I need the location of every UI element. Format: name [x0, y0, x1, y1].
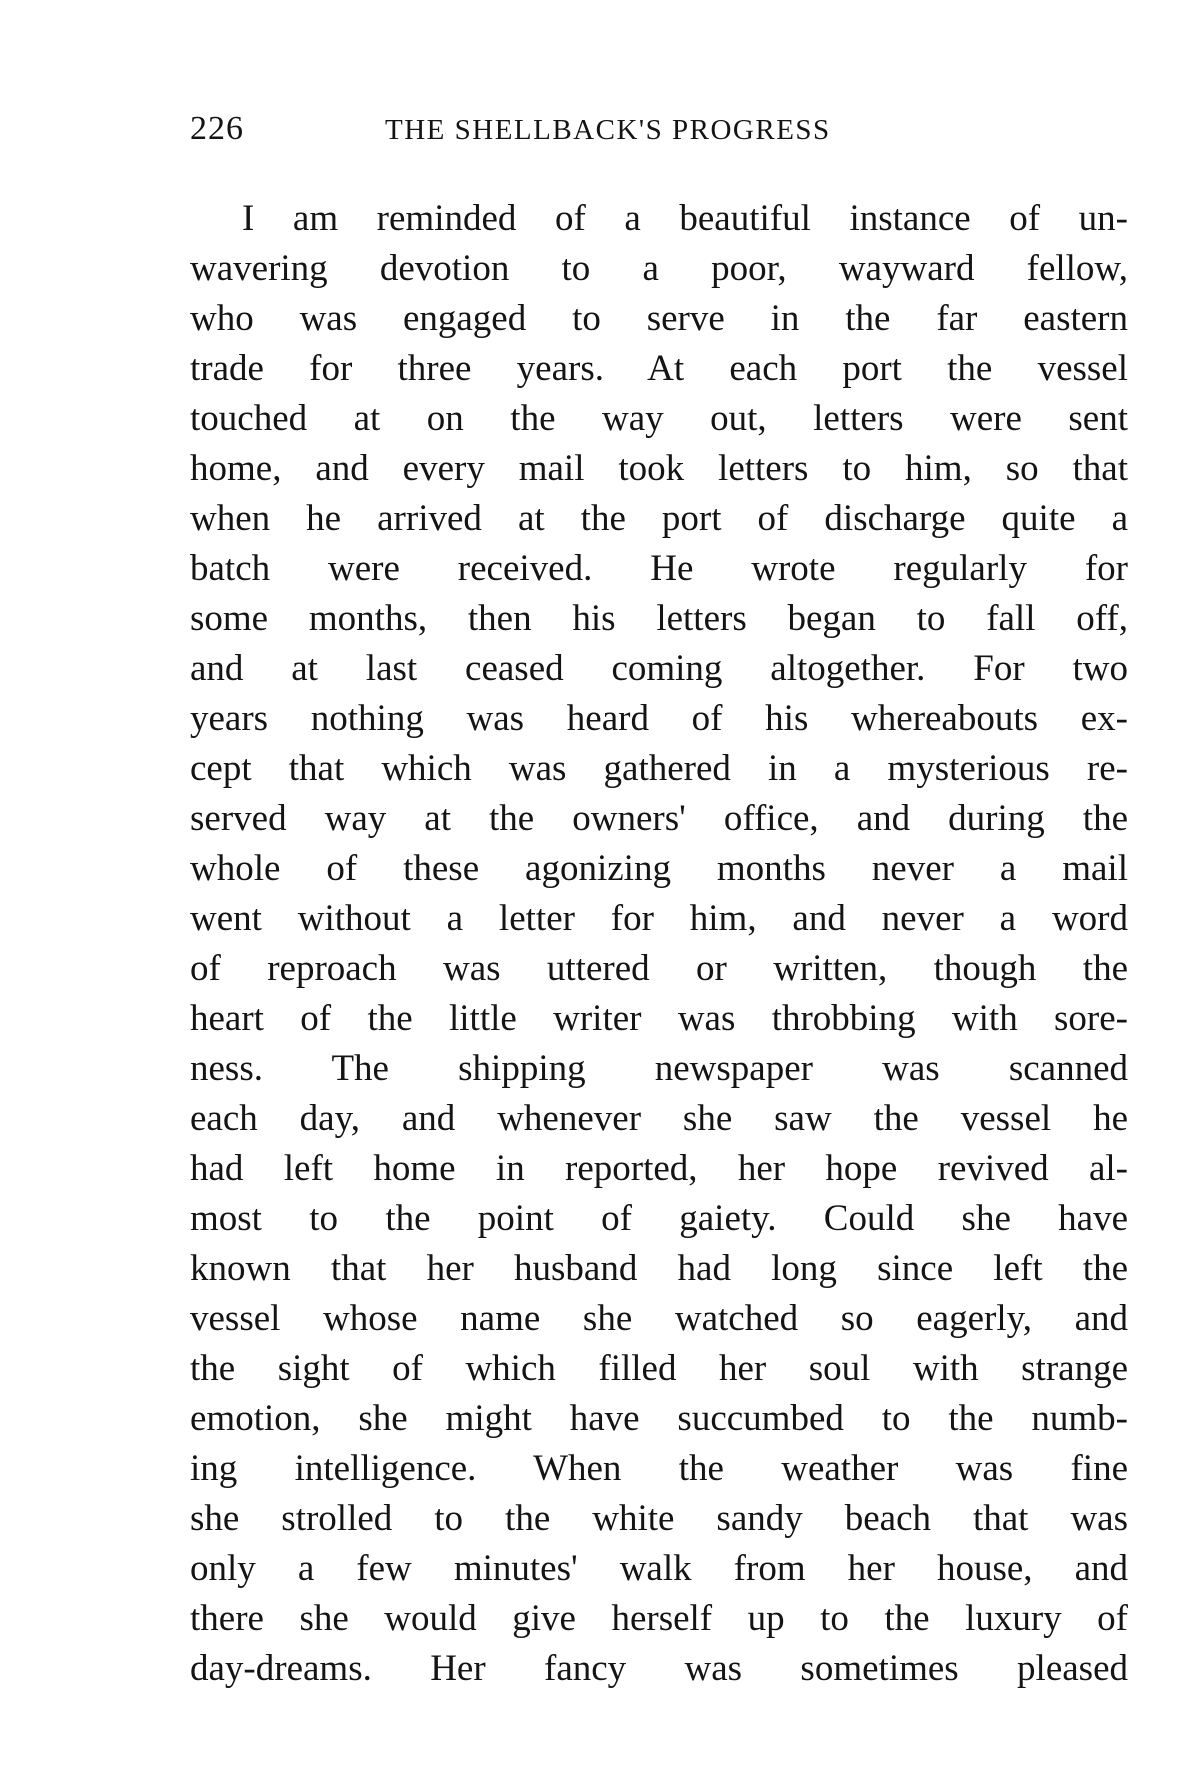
text-line: most to the point of gaiety. Could she have	[190, 1198, 1128, 1239]
text-line: wavering devotion to a poor, wayward fellow,	[190, 248, 1128, 289]
page-number: 226	[190, 110, 244, 147]
text-line: there she would give herself up to the luxury of	[190, 1598, 1128, 1639]
page-header	[190, 110, 1150, 154]
text-line: when he arrived at the port of discharge quite a	[190, 498, 1128, 539]
running-head: THE SHELLBACK'S PROGRESS	[385, 114, 831, 146]
text-line: some months, then his letters began to fall off,	[190, 598, 1128, 639]
text-line: trade for three years. At each port the vessel	[190, 348, 1128, 389]
text-line: went without a letter for him, and never a word	[190, 898, 1128, 939]
text-line: she strolled to the white sandy beach that was	[190, 1498, 1128, 1539]
text-line: years nothing was heard of his whereabouts ex-	[190, 698, 1128, 739]
text-line: the sight of which filled her soul with strange	[190, 1348, 1128, 1389]
text-line: each day, and whenever she saw the vessel he	[190, 1098, 1128, 1139]
text-line: whole of these agonizing months never a mail	[190, 848, 1128, 889]
text-line: of reproach was uttered or written, though the	[190, 948, 1128, 989]
text-line: I am reminded of a beautiful instance of un-	[242, 198, 1128, 239]
text-line: had left home in reported, her hope revived al-	[190, 1148, 1128, 1189]
text-line: and at last ceased coming altogether. For two	[190, 648, 1128, 689]
text-line: batch were received. He wrote regularly for	[190, 548, 1128, 589]
text-line: day-dreams. Her fancy was sometimes pleased	[190, 1648, 1128, 1689]
text-line: ness. The shipping newspaper was scanned	[190, 1048, 1128, 1089]
text-line: served way at the owners' office, and during the	[190, 798, 1128, 839]
body-paragraph	[190, 194, 1128, 1694]
text-line: vessel whose name she watched so eagerly, and	[190, 1298, 1128, 1339]
text-line: ing intelligence. When the weather was fine	[190, 1448, 1128, 1489]
text-line: heart of the little writer was throbbing with sore-	[190, 998, 1128, 1039]
text-line: known that her husband had long since left the	[190, 1248, 1128, 1289]
text-line: who was engaged to serve in the far eastern	[190, 298, 1128, 339]
text-line: cept that which was gathered in a mysterious re-	[190, 748, 1128, 789]
text-line: only a few minutes' walk from her house, and	[190, 1548, 1128, 1589]
text-line: home, and every mail took letters to him, so that	[190, 448, 1128, 489]
text-line: touched at on the way out, letters were sent	[190, 398, 1128, 439]
text-line: emotion, she might have succumbed to the numb-	[190, 1398, 1128, 1439]
